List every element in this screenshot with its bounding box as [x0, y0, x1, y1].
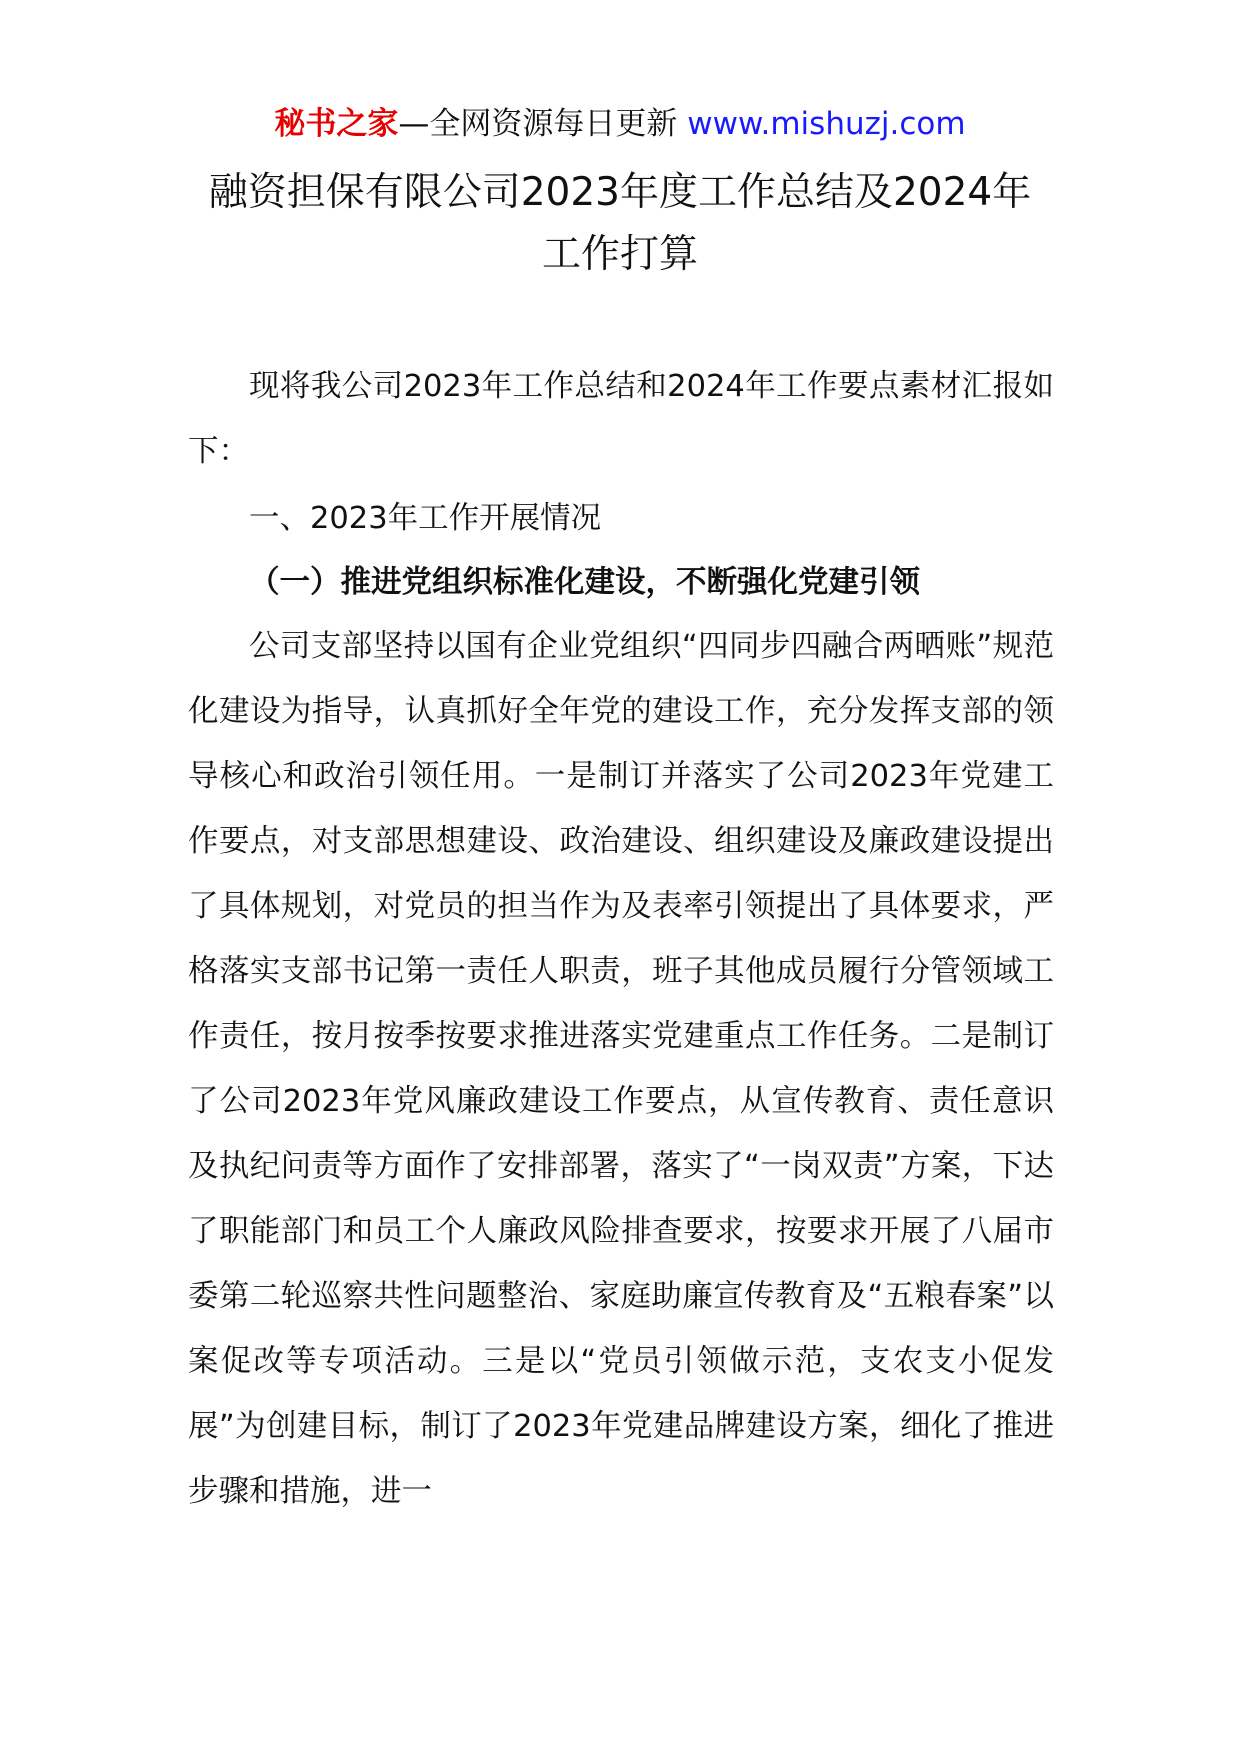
subsection-heading — [188, 550, 1054, 615]
section-heading-text: 一、2023年工作开展情况 — [249, 501, 602, 536]
intro-paragraph — [188, 354, 1054, 484]
intro-text: 现将我公司2023年工作总结和2024年工作要点素材汇报如下： — [188, 369, 1054, 469]
body-paragraph-text: 公司支部坚持以国有企业党组织“四同步四融合两晒账”规范化建设为指导，认真抓好全年党的建设工作，充分发挥支部的领导核心和政治引领任用。一是制订并落实了公司2023年党建工作要点，对支部思想建设、政治建设、组织建设及廉政建设提出了具体规划，对党员的担当作为及表率引领提出了具体要求，严格落实支部书记第一责任人职责，班子其他成员履行分管领域工作责任，按月按季按要求推进落实党建重点工作任务。二是制订了公司2023年党风廉政建设工作要点，从宣传教育、责任意识及执纪问责等方面作了安排部署，落实了“一岗双责”方案，下达了职能部门和员工个人廉政风险排查要求，按要求开展了八届市委第二轮巡察共性问题整治、家庭助廉宣传教育及“五粮春案”以案促改等专项活动。三是以“党员引领做示范，支农支小促发展”为创建目标，制订了2023年党建品牌建设方案，细化了推进步骤和措施，进一 — [188, 629, 1054, 1509]
section-heading — [188, 486, 1054, 551]
brand-name: 秘书之家 — [274, 106, 399, 142]
header-tagline: —全网资源每日更新 — [398, 106, 688, 142]
document-title: 融资担保有限公司2023年度工作总结及2024年工作打算 — [208, 170, 1032, 277]
site-header — [0, 104, 1240, 144]
site-url[interactable]: www.mishuzj.com — [687, 106, 966, 142]
subsection-heading-text: （一）推进党组织标准化建设，不断强化党建引领 — [249, 565, 920, 600]
body-paragraph — [188, 614, 1054, 1524]
